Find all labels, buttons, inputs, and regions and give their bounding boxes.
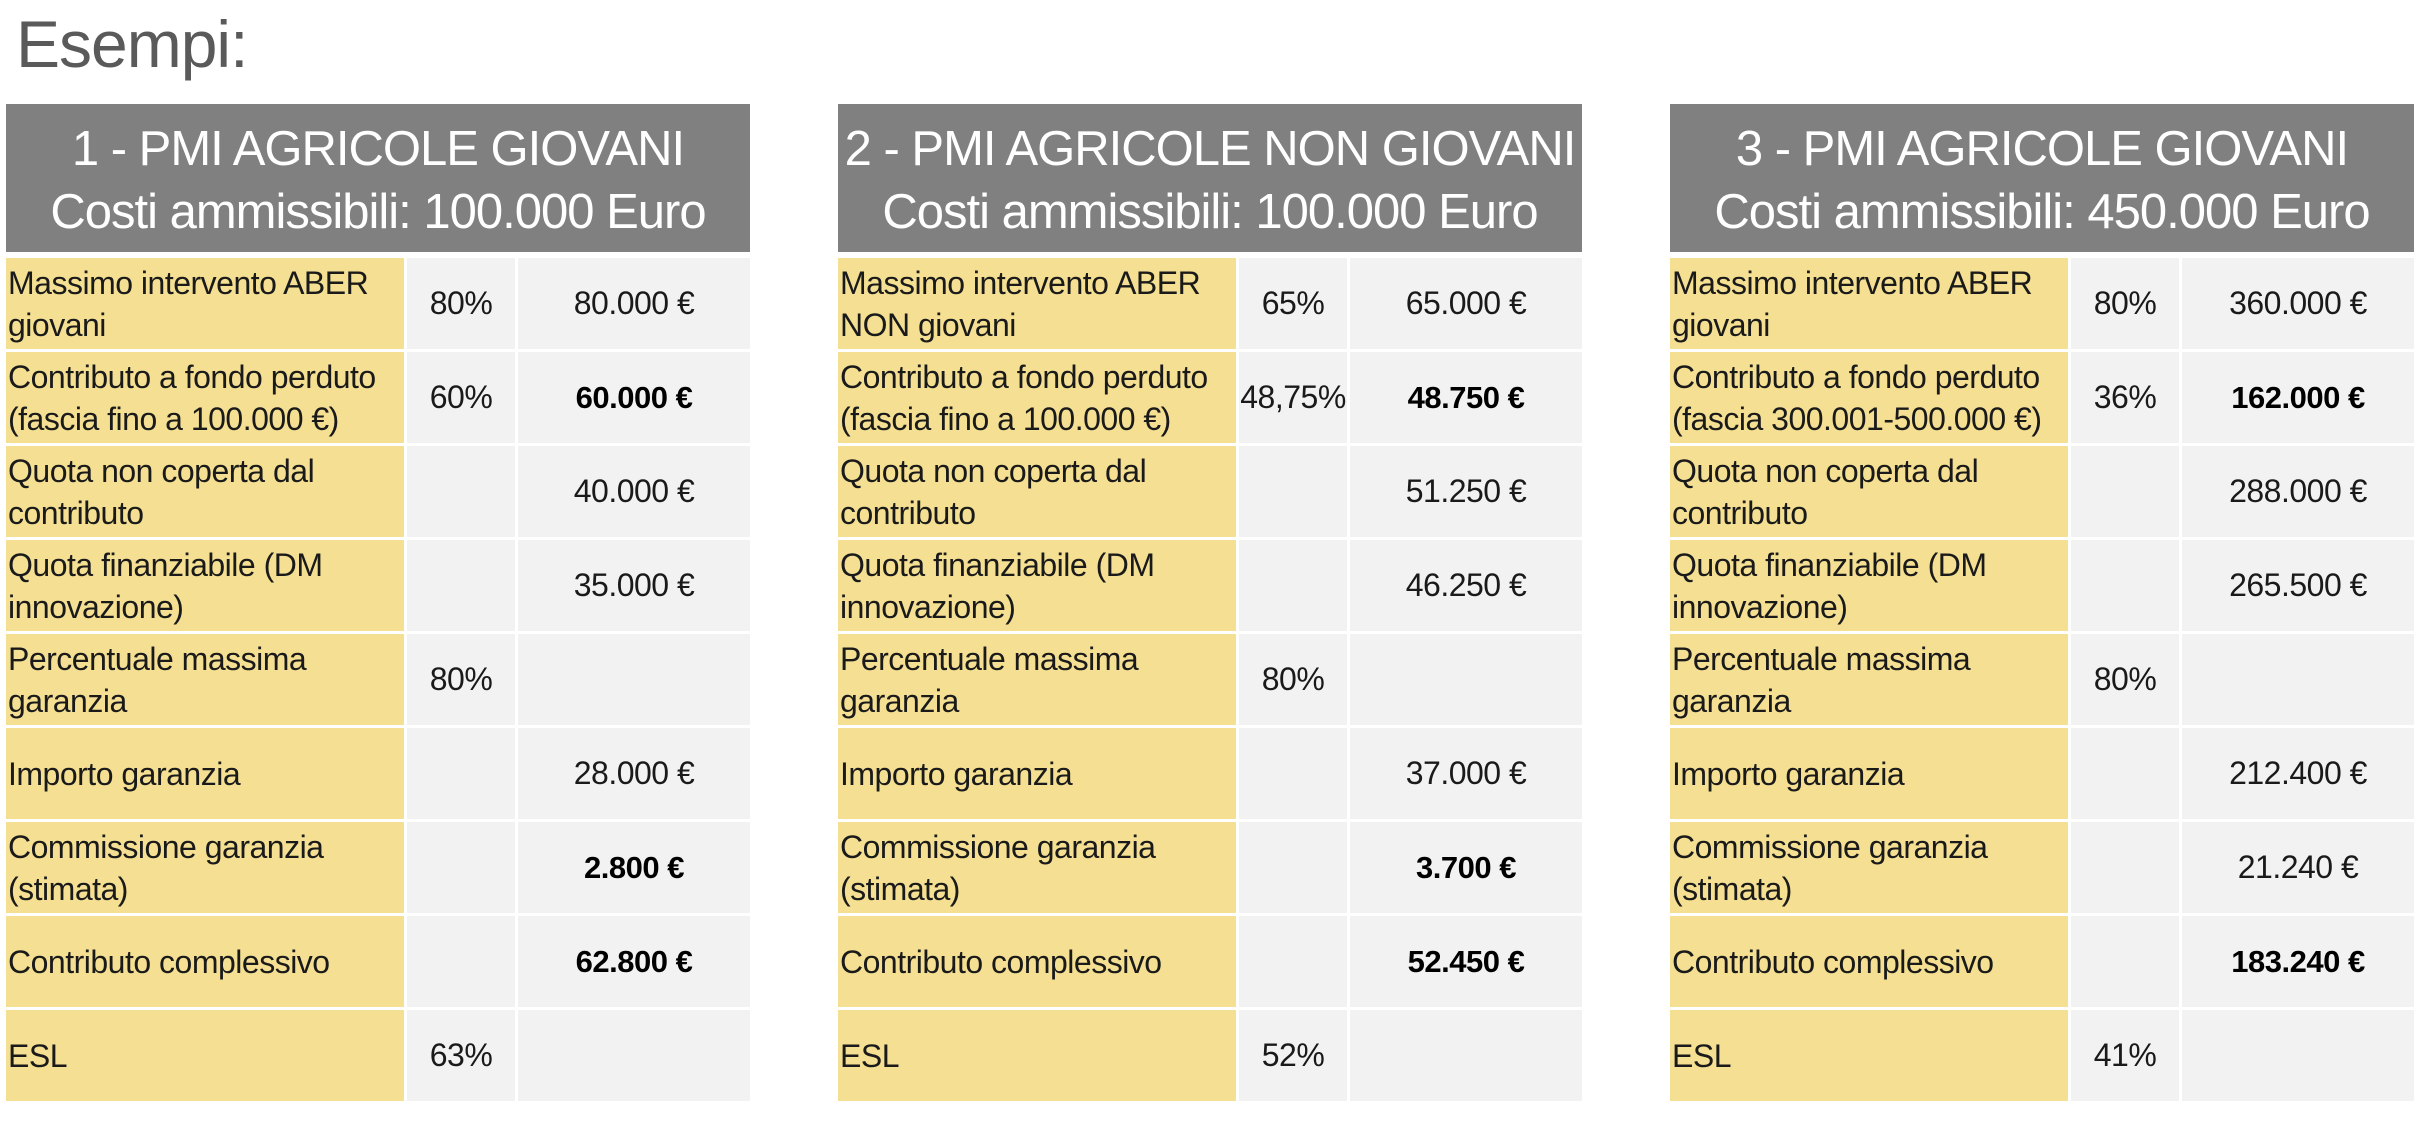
row-percentage: [2071, 728, 2179, 819]
row-label: Percentuale massima garanzia: [838, 634, 1236, 725]
row-label: ESL: [838, 1010, 1236, 1101]
row-amount: 60.000 €: [518, 352, 750, 443]
example-panel-2: [838, 104, 1582, 1101]
row-label: Percentuale massima garanzia: [1670, 634, 2068, 725]
row-amount: 37.000 €: [1350, 728, 1582, 819]
table-row: [838, 446, 1582, 537]
table-row: [6, 728, 750, 819]
row-amount: [2182, 1010, 2414, 1101]
row-label: ESL: [1670, 1010, 2068, 1101]
row-amount: 212.400 €: [2182, 728, 2414, 819]
row-percentage: 48,75%: [1239, 352, 1347, 443]
row-amount: 183.240 €: [2182, 916, 2414, 1007]
row-label: Quota non coperta dal contributo: [6, 446, 404, 537]
row-label: Massimo intervento ABER giovani: [1670, 258, 2068, 349]
panel-title: 2 - PMI AGRICOLE NON GIOVANI: [844, 122, 1576, 176]
row-percentage: 80%: [2071, 634, 2179, 725]
row-amount: 35.000 €: [518, 540, 750, 631]
row-percentage: 80%: [1239, 634, 1347, 725]
row-amount: 40.000 €: [518, 446, 750, 537]
row-percentage: 60%: [407, 352, 515, 443]
row-amount: 360.000 €: [2182, 258, 2414, 349]
panel-header: [1670, 104, 2414, 252]
table-row: [1670, 540, 2414, 631]
row-amount: 52.450 €: [1350, 916, 1582, 1007]
row-percentage: [407, 822, 515, 913]
table-row: [1670, 352, 2414, 443]
table-row: [6, 540, 750, 631]
table-row: [6, 916, 750, 1007]
row-percentage: 80%: [2071, 258, 2179, 349]
table-row: [6, 258, 750, 349]
panel-header: [6, 104, 750, 252]
table-row: [1670, 916, 2414, 1007]
table-row: [838, 352, 1582, 443]
row-percentage: [407, 916, 515, 1007]
row-label: Quota non coperta dal contributo: [838, 446, 1236, 537]
row-label: Quota finanziabile (DM innovazione): [6, 540, 404, 631]
panel-subtitle: Costi ammissibili: 100.000 Euro: [882, 185, 1538, 239]
row-percentage: [1239, 822, 1347, 913]
row-percentage: [407, 728, 515, 819]
row-percentage: [1239, 916, 1347, 1007]
row-label: Commissione garanzia (stimata): [838, 822, 1236, 913]
row-amount: 21.240 €: [2182, 822, 2414, 913]
table-row: [838, 540, 1582, 631]
row-amount: [1350, 1010, 1582, 1101]
table-row: [1670, 728, 2414, 819]
row-amount: [518, 634, 750, 725]
table-row: [6, 446, 750, 537]
row-amount: 51.250 €: [1350, 446, 1582, 537]
panel-title: 3 - PMI AGRICOLE GIOVANI: [1735, 122, 2349, 176]
row-label: Importo garanzia: [838, 728, 1236, 819]
row-amount: 48.750 €: [1350, 352, 1582, 443]
row-label: Commissione garanzia (stimata): [1670, 822, 2068, 913]
row-percentage: 63%: [407, 1010, 515, 1101]
row-label: Massimo intervento ABER NON giovani: [838, 258, 1236, 349]
example-panel-3: [1670, 104, 2414, 1101]
row-percentage: [407, 446, 515, 537]
panel-subtitle: Costi ammissibili: 450.000 Euro: [1714, 185, 2370, 239]
row-percentage: [2071, 822, 2179, 913]
table-row: [1670, 634, 2414, 725]
row-percentage: 41%: [2071, 1010, 2179, 1101]
table-row: [838, 728, 1582, 819]
row-percentage: [2071, 540, 2179, 631]
table-row: [6, 352, 750, 443]
panel-title: 1 - PMI AGRICOLE GIOVANI: [71, 122, 685, 176]
row-amount: 265.500 €: [2182, 540, 2414, 631]
row-label: Contributo complessivo: [838, 916, 1236, 1007]
row-percentage: [2071, 446, 2179, 537]
example-panel-1: [6, 104, 750, 1101]
row-percentage: 52%: [1239, 1010, 1347, 1101]
row-label: Quota finanziabile (DM innovazione): [1670, 540, 2068, 631]
row-label: Contributo a fondo perduto (fascia fino a 100.000 €): [838, 352, 1236, 443]
row-amount: 62.800 €: [518, 916, 750, 1007]
panel-header: [838, 104, 1582, 252]
table-row: [6, 822, 750, 913]
row-label: Percentuale massima garanzia: [6, 634, 404, 725]
row-amount: 46.250 €: [1350, 540, 1582, 631]
row-amount: 80.000 €: [518, 258, 750, 349]
panel-subtitle: Costi ammissibili: 100.000 Euro: [50, 185, 706, 239]
table-row: [838, 258, 1582, 349]
table-row: [838, 634, 1582, 725]
row-label: ESL: [6, 1010, 404, 1101]
row-label: Importo garanzia: [1670, 728, 2068, 819]
row-label: Commissione garanzia (stimata): [6, 822, 404, 913]
table-row: [838, 1010, 1582, 1101]
row-amount: 2.800 €: [518, 822, 750, 913]
row-label: Contributo a fondo perduto (fascia fino a 100.000 €): [6, 352, 404, 443]
panel-table: [6, 258, 750, 1101]
row-percentage: 80%: [407, 258, 515, 349]
row-amount: 162.000 €: [2182, 352, 2414, 443]
row-label: Contributo complessivo: [6, 916, 404, 1007]
table-row: [1670, 258, 2414, 349]
row-amount: 3.700 €: [1350, 822, 1582, 913]
row-amount: 65.000 €: [1350, 258, 1582, 349]
row-percentage: 36%: [2071, 352, 2179, 443]
panel-table: [1670, 258, 2414, 1101]
row-percentage: 80%: [407, 634, 515, 725]
row-label: Quota finanziabile (DM innovazione): [838, 540, 1236, 631]
row-amount: [1350, 634, 1582, 725]
row-label: Importo garanzia: [6, 728, 404, 819]
table-row: [1670, 822, 2414, 913]
row-label: Quota non coperta dal contributo: [1670, 446, 2068, 537]
table-row: [1670, 446, 2414, 537]
table-row: [6, 634, 750, 725]
row-label: Contributo a fondo perduto (fascia 300.001-500.000 €): [1670, 352, 2068, 443]
table-row: [838, 916, 1582, 1007]
table-row: [838, 822, 1582, 913]
row-amount: 288.000 €: [2182, 446, 2414, 537]
row-percentage: 65%: [1239, 258, 1347, 349]
row-amount: [518, 1010, 750, 1101]
row-percentage: [407, 540, 515, 631]
row-percentage: [1239, 446, 1347, 537]
table-row: [1670, 1010, 2414, 1101]
row-percentage: [1239, 728, 1347, 819]
row-percentage: [2071, 916, 2179, 1007]
row-label: Contributo complessivo: [1670, 916, 2068, 1007]
row-amount: 28.000 €: [518, 728, 750, 819]
page-title: Esempi:: [16, 7, 248, 81]
table-row: [6, 1010, 750, 1101]
row-percentage: [1239, 540, 1347, 631]
row-label: Massimo intervento ABER giovani: [6, 258, 404, 349]
row-amount: [2182, 634, 2414, 725]
panel-table: [838, 258, 1582, 1101]
